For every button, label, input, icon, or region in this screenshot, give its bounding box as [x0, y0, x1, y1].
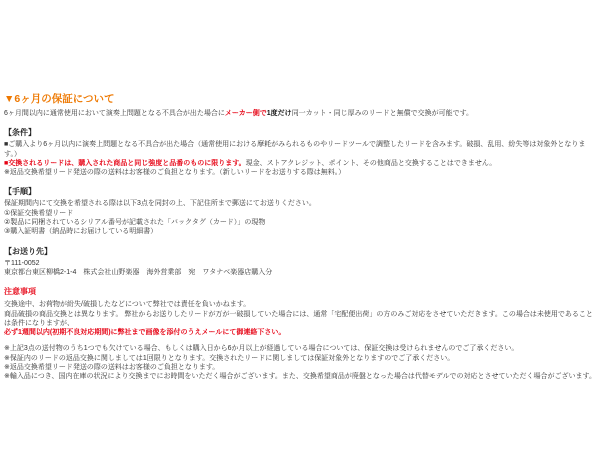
- conditions-item-3: ※返品交換希望リード発送の際の送料はお客様のご負担となります。（新しいリードをお送りする際は無料。）: [4, 169, 346, 177]
- notes-heading: 注意事項: [4, 287, 36, 297]
- warranty-intro-line: [4, 109, 596, 118]
- conditions-item-2: [4, 159, 596, 168]
- intro-text-pre: 6ヶ月間以内に通常使用において演奏上問題となる不具合が出た場合に: [4, 110, 225, 117]
- notes-spacer: [4, 337, 596, 344]
- procedure-item-2: ②製品に同梱されているシリアル番号が記載された「バックタグ（カード）」の現物: [4, 219, 266, 227]
- intro-text-red: メーカー側で: [224, 110, 267, 117]
- notes-line-2-red: 必ず1週間以内(初期不良対応期間)に弊社まで画像を添付のうえメールにて御連絡下さい。: [4, 329, 286, 337]
- shipping-postal-code: 〒111-0052: [4, 259, 40, 267]
- intro-text-bold: 1度だけ: [266, 110, 292, 117]
- intro-text-post: 同一カット・同じ厚みのリードと無償で交換が可能です。: [291, 110, 474, 117]
- notes-bullet-3: ※返品交換希望リード発送の際の送料はお客様のご負担となります。: [4, 364, 220, 372]
- shipping-address-heading: 【お送り先】: [4, 246, 52, 256]
- conditions-item-2-rest: 現金、ストアクレジット、ポイント、その他商品と交換することはできません。: [245, 159, 497, 167]
- warranty-section-title: ▼6ヶ月の保証について: [4, 93, 115, 105]
- notes-bullet-1: ※上記3点の送付物のうち1つでも欠けている場合、もしくは購入日から6か月以上が経過している場合については、保証交換は受けられませんのでご了承ください。: [4, 345, 519, 353]
- procedure-item-1: ①保証交換希望リード: [4, 209, 74, 217]
- shipping-address: 東京都台東区柳橋2-1-4 株式会社山野楽器 海外営業部 宛 ワタナベ楽器店購入分: [4, 268, 273, 276]
- notes-line-2: 商品破損の商品交換とは異なります。 弊社からお送りしたリードが万が一破損していた場合には、通常「宅配便出荷」の方のみご対応をさせていただきます。この場合は未使用であることは条件になりますが、: [4, 310, 593, 327]
- notes-line-1: 交換途中、お荷物が紛失/破損したなどについて弊社では責任を負いかねます。: [4, 301, 251, 309]
- notes-bullet-4: ※輸入品につき、国内在庫の状況により交換までにお時間をいただく場合がございます。また、交換希望商品が廃盤となった場合は代替モデルでの対応とさせていただく場合がございます。: [4, 373, 596, 381]
- conditions-heading: 【条件】: [4, 128, 36, 138]
- conditions-item-2-red: ■交換されるリードは、購入された商品と同じ強度と品番のものに限ります。: [4, 159, 246, 167]
- conditions-item-1: ■ご購入より6ヶ月以内に演奏上問題となる不具合が出た場合（通常使用における摩耗がみられるものやリードツールで調整したリードを含みます。破損、乱用、紛失等は対象外となります。）: [4, 141, 586, 158]
- notes-bullet-2: ※保証内のリードの返品交換に関しましては1回限りとなります。交換されたリードに関しましては保証対象外となりますのでご了承ください。: [4, 354, 455, 362]
- procedure-item-3: ③購入証明書（納品時にお届けしている明細書）: [4, 228, 158, 236]
- procedure-heading: 【手順】: [4, 187, 36, 197]
- procedure-intro: 保証期間内にて交換を希望される際は以下3点を同封の上、下記住所まで郵送にてお送りください。: [4, 200, 316, 208]
